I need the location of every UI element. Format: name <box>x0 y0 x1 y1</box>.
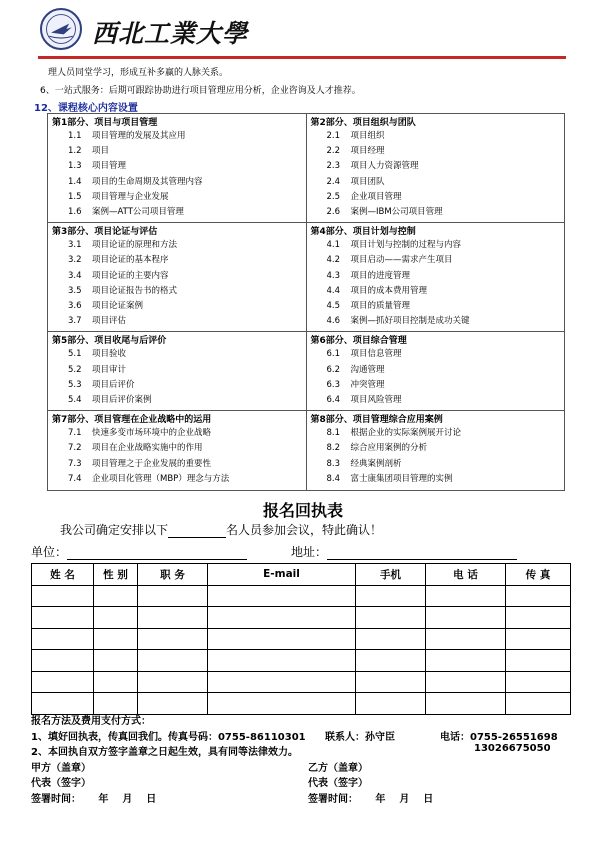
attendee-cell[interactable] <box>506 628 571 650</box>
attendee-cell[interactable] <box>356 585 426 607</box>
module-item-text: 综合应用案例的分析 <box>350 443 428 454</box>
attendee-header-row <box>32 564 571 586</box>
module-item-number: 1.4 <box>68 176 82 187</box>
module-title: 第3部分、项目论证与评估 <box>52 227 158 238</box>
module-item-text: 案例—IBM公司项目管理 <box>350 207 443 218</box>
module-item-number: 2.5 <box>326 191 341 202</box>
module-item-number: 2.1 <box>326 131 341 141</box>
column-header: 手机 <box>356 564 426 586</box>
module-item-text: 经典案例剖析 <box>350 458 402 469</box>
receipt-title: 报名回执表 <box>262 501 343 520</box>
attendee-cell[interactable] <box>356 650 426 672</box>
module-item-text: 项目团队 <box>350 176 385 187</box>
module-item-text: 项目验收 <box>92 349 127 360</box>
attendee-cell[interactable] <box>32 693 94 715</box>
attendee-cell[interactable] <box>138 650 208 672</box>
module-item-text: 项目 <box>92 146 110 157</box>
module-item <box>311 472 561 487</box>
module-item <box>311 363 561 378</box>
module-cell <box>306 114 565 223</box>
module-item-text: 沟通管理 <box>350 364 385 375</box>
module-item-number: 6.3 <box>326 379 341 390</box>
module-item-text: 企业项目化管理（MBP）理念与方法 <box>92 473 230 484</box>
module-item-text: 项目的生命周期及其管理内容 <box>92 176 203 187</box>
module-item-number: 2.2 <box>326 146 341 157</box>
attendee-count-field[interactable] <box>168 525 226 538</box>
module-cell <box>306 411 565 491</box>
step-1: 1、填好回执表，传真回我们。传真号码：0755-86110301 <box>31 732 306 743</box>
attendee-cell[interactable] <box>138 585 208 607</box>
attendee-cell[interactable] <box>138 671 208 693</box>
module-item <box>311 284 561 299</box>
module-item-text: 项目经理 <box>350 146 385 157</box>
confirm-prefix: 我公司确定安排以下 <box>60 523 169 537</box>
attendee-cell[interactable] <box>356 607 426 629</box>
module-item <box>311 129 561 144</box>
module-item-text: 项目的成本费用管理 <box>350 285 428 296</box>
university-logo <box>40 8 82 50</box>
confirm-line <box>60 521 382 538</box>
attendee-cell[interactable] <box>208 671 356 693</box>
module-item <box>52 129 302 144</box>
module-item-text: 项目管理与企业发展 <box>92 191 169 202</box>
logo-emblem-icon <box>42 10 80 48</box>
module-item-number: 1.5 <box>68 191 82 202</box>
module-item-text: 项目的进度管理 <box>350 270 411 281</box>
module-item-text: 案例—ATT公司项目管理 <box>92 207 184 218</box>
module-cell <box>48 223 307 332</box>
module-item-number: 7.4 <box>68 473 82 484</box>
module-item <box>311 299 561 314</box>
module-item-text: 项目论证的主要内容 <box>92 270 169 281</box>
module-item-number: 6.4 <box>326 395 341 406</box>
section-title: 12、课程核心内容设置 <box>34 103 138 114</box>
module-item <box>52 393 302 408</box>
attendee-cell[interactable] <box>506 650 571 672</box>
attendee-cell[interactable] <box>426 628 506 650</box>
module-item <box>311 159 561 174</box>
module-item <box>52 284 302 299</box>
attendee-cell[interactable] <box>94 650 138 672</box>
module-item-number: 5.3 <box>68 379 82 390</box>
module-item-text: 项目人力资源管理 <box>350 161 419 172</box>
module-item-number: 2.3 <box>326 161 341 172</box>
attendee-row <box>32 650 571 672</box>
attendee-cell[interactable] <box>426 650 506 672</box>
attendee-cell[interactable] <box>506 693 571 715</box>
attendee-cell[interactable] <box>426 671 506 693</box>
module-item-number: 4.1 <box>326 240 341 251</box>
module-item-number: 7.1 <box>68 428 82 439</box>
module-item-number: 1.1 <box>68 131 82 141</box>
module-item-number: 7.3 <box>68 458 82 469</box>
attendee-row <box>32 671 571 693</box>
module-item <box>52 472 302 487</box>
party-b-date: 签署时间： 年 月 日 <box>308 794 434 805</box>
module-item-text: 项目论证报告书的格式 <box>92 285 178 296</box>
attendee-cell[interactable] <box>506 671 571 693</box>
module-item-number: 3.1 <box>68 240 82 251</box>
module-item-text: 富士康集团项目管理的实例 <box>350 473 453 484</box>
step-2: 2、本回执自双方签字盖章之日起生效，具有同等法律效力。 <box>31 747 298 758</box>
attendee-cell[interactable] <box>94 671 138 693</box>
attendee-cell[interactable] <box>94 585 138 607</box>
module-item <box>311 269 561 284</box>
module-item <box>52 190 302 205</box>
attendee-cell[interactable] <box>426 693 506 715</box>
module-item-number: 5.1 <box>68 349 82 360</box>
attendee-row <box>32 628 571 650</box>
module-item-number: 6.1 <box>326 349 341 360</box>
attendee-cell[interactable] <box>208 628 356 650</box>
attendee-cell[interactable] <box>208 607 356 629</box>
module-item <box>52 314 302 329</box>
module-item-text: 冲突管理 <box>350 379 385 390</box>
attendee-cell[interactable] <box>94 607 138 629</box>
contact-mobile: 13026675050 <box>474 743 551 754</box>
header-divider <box>38 56 566 59</box>
module-item-number: 7.2 <box>68 443 82 454</box>
column-header: E-mail <box>208 564 356 586</box>
column-header: 性 别 <box>94 564 138 586</box>
intro-line-1: 理人员同堂学习，形成互补多赢的人脉关系。 <box>48 68 229 78</box>
module-item <box>52 378 302 393</box>
module-item <box>311 426 561 441</box>
module-row <box>48 114 565 223</box>
module-item-text: 根据企业的实际案例展开讨论 <box>350 428 462 439</box>
module-row <box>48 332 565 411</box>
module-item-text: 项目后评价 <box>92 379 135 390</box>
attendee-row <box>32 585 571 607</box>
module-item-text: 项目的质量管理 <box>350 301 411 312</box>
module-item <box>52 159 302 174</box>
course-modules-table <box>47 113 565 491</box>
module-item-text: 项目管理的发展及其应用 <box>92 131 186 141</box>
contact-person: 联系人：孙守臣 <box>325 732 395 743</box>
module-item-number: 3.6 <box>68 301 82 312</box>
party-b-rep: 代表（签字） <box>308 778 368 789</box>
module-item <box>52 299 302 314</box>
module-title: 第8部分、项目管理综合应用案例 <box>310 415 443 426</box>
module-item <box>52 144 302 159</box>
module-item <box>311 205 561 220</box>
attendee-cell[interactable] <box>506 585 571 607</box>
module-cell <box>306 332 565 411</box>
module-item-number: 3.4 <box>68 270 82 281</box>
address-field[interactable] <box>327 547 517 560</box>
module-item-text: 项目后评价案例 <box>92 395 152 406</box>
module-item-text: 快速多变市场环境中的企业战略 <box>92 428 212 439</box>
module-cell <box>48 332 307 411</box>
confirm-suffix: 名人员参加会议，特此确认！ <box>226 523 383 537</box>
module-item <box>311 441 561 456</box>
module-title: 第5部分、项目收尾与后评价 <box>52 336 167 347</box>
module-row <box>48 411 565 491</box>
module-item-number: 8.3 <box>326 458 341 469</box>
module-item-number: 4.2 <box>326 255 341 266</box>
module-item-text: 项目在企业战略实施中的作用 <box>92 443 203 454</box>
address-label: 地址： <box>291 545 328 559</box>
module-item-number: 3.5 <box>68 285 82 296</box>
module-item-text: 项目审计 <box>92 364 127 375</box>
module-item-text: 项目风险管理 <box>350 395 402 406</box>
module-title: 第4部分、项目计划与控制 <box>310 227 416 238</box>
module-item <box>52 253 302 268</box>
attendee-cell[interactable] <box>356 628 426 650</box>
module-item-text: 案例—抓好项目控制是成功关键 <box>350 316 470 327</box>
module-item <box>52 441 302 456</box>
module-item-number: 5.2 <box>68 364 82 375</box>
module-item-number: 1.6 <box>68 207 82 218</box>
attendee-cell[interactable] <box>138 607 208 629</box>
module-item-number: 6.2 <box>326 364 341 375</box>
intro-line-2: 6、一站式服务：后期可跟踪协助进行项目管理应用分析，企业咨询及人才推荐。 <box>40 86 361 96</box>
module-item-text: 项目论证的基本程序 <box>92 255 169 266</box>
module-item <box>311 347 561 362</box>
party-a-date: 签署时间： 年 月 日 <box>31 794 157 805</box>
module-item-text: 项目组织 <box>350 131 385 141</box>
attendee-row <box>32 607 571 629</box>
party-a-rep: 代表（签字） <box>31 778 91 789</box>
module-item <box>52 269 302 284</box>
module-item-text: 项目管理之于企业发展的重要性 <box>92 458 212 469</box>
attendee-cell[interactable] <box>356 671 426 693</box>
attendee-cell[interactable] <box>138 693 208 715</box>
module-item-text: 项目论证的原理和方法 <box>92 240 178 251</box>
unit-address-line <box>31 543 517 560</box>
attendee-cell[interactable] <box>32 671 94 693</box>
module-item-text: 项目论证案例 <box>92 301 144 312</box>
attendee-cell[interactable] <box>94 628 138 650</box>
attendee-cell[interactable] <box>32 628 94 650</box>
payment-title: 报名方法及费用支付方式： <box>31 716 151 727</box>
module-item-text: 企业项目管理 <box>350 191 402 202</box>
unit-field[interactable] <box>67 547 247 560</box>
module-item <box>311 144 561 159</box>
module-item-number: 8.4 <box>326 473 341 484</box>
module-item-text: 项目信息管理 <box>350 349 402 360</box>
column-header: 传 真 <box>506 564 571 586</box>
module-item <box>311 253 561 268</box>
contact-phone: 电话：0755-26551698 <box>440 732 558 743</box>
module-item-text: 项目启动——需求产生项目 <box>350 255 453 266</box>
attendee-table <box>31 563 571 715</box>
module-item-number: 8.2 <box>326 443 341 454</box>
attendee-cell[interactable] <box>356 693 426 715</box>
module-title: 第6部分、项目综合管理 <box>310 336 407 347</box>
module-row <box>48 223 565 332</box>
party-a-seal: 甲方（盖章） <box>31 763 91 774</box>
module-item-text: 项目计划与控制的过程与内容 <box>350 240 462 251</box>
attendee-cell[interactable] <box>506 607 571 629</box>
module-item <box>311 457 561 472</box>
module-item <box>311 238 561 253</box>
module-item-number: 2.6 <box>326 207 341 218</box>
module-item <box>52 426 302 441</box>
module-item-text: 项目管理 <box>92 161 127 172</box>
attendee-row <box>32 693 571 715</box>
module-item-number: 4.5 <box>326 301 341 312</box>
attendee-cell[interactable] <box>32 650 94 672</box>
module-item-number: 3.7 <box>68 316 82 327</box>
module-item-number: 4.4 <box>326 285 341 296</box>
module-item-number: 1.2 <box>68 146 82 157</box>
unit-label: 单位： <box>31 545 68 559</box>
module-item-number: 3.2 <box>68 255 82 266</box>
module-item <box>311 314 561 329</box>
module-item-text: 项目评估 <box>92 316 127 327</box>
module-item <box>52 347 302 362</box>
party-b-seal: 乙方（盖章） <box>308 763 368 774</box>
attendee-cell[interactable] <box>208 585 356 607</box>
column-header: 电 话 <box>426 564 506 586</box>
module-item-number: 2.4 <box>326 176 341 187</box>
module-item <box>52 205 302 220</box>
attendee-cell[interactable] <box>208 693 356 715</box>
attendee-cell[interactable] <box>94 693 138 715</box>
attendee-cell[interactable] <box>426 607 506 629</box>
module-item-number: 4.3 <box>326 270 341 281</box>
attendee-cell[interactable] <box>208 650 356 672</box>
module-title: 第7部分、项目管理在企业战略中的运用 <box>52 415 212 426</box>
module-item <box>311 378 561 393</box>
module-item-number: 8.1 <box>326 428 341 439</box>
module-title: 第1部分、项目与项目管理 <box>52 118 158 128</box>
attendee-cell[interactable] <box>138 628 208 650</box>
attendee-cell[interactable] <box>426 585 506 607</box>
university-name: 西北工業大學 <box>92 19 249 48</box>
module-item <box>52 457 302 472</box>
column-header: 职 务 <box>138 564 208 586</box>
module-title: 第2部分、项目组织与团队 <box>310 118 416 128</box>
module-item <box>311 190 561 205</box>
module-item <box>52 175 302 190</box>
module-item <box>52 363 302 378</box>
attendee-cell[interactable] <box>32 607 94 629</box>
module-cell <box>48 411 307 491</box>
module-item-number: 5.4 <box>68 395 82 406</box>
module-item <box>311 175 561 190</box>
module-cell <box>306 223 565 332</box>
module-cell <box>48 114 307 223</box>
module-item <box>311 393 561 408</box>
module-item <box>52 238 302 253</box>
module-item-number: 1.3 <box>68 161 82 172</box>
attendee-cell[interactable] <box>32 585 94 607</box>
module-item-number: 4.6 <box>326 316 341 327</box>
column-header: 姓 名 <box>32 564 94 586</box>
